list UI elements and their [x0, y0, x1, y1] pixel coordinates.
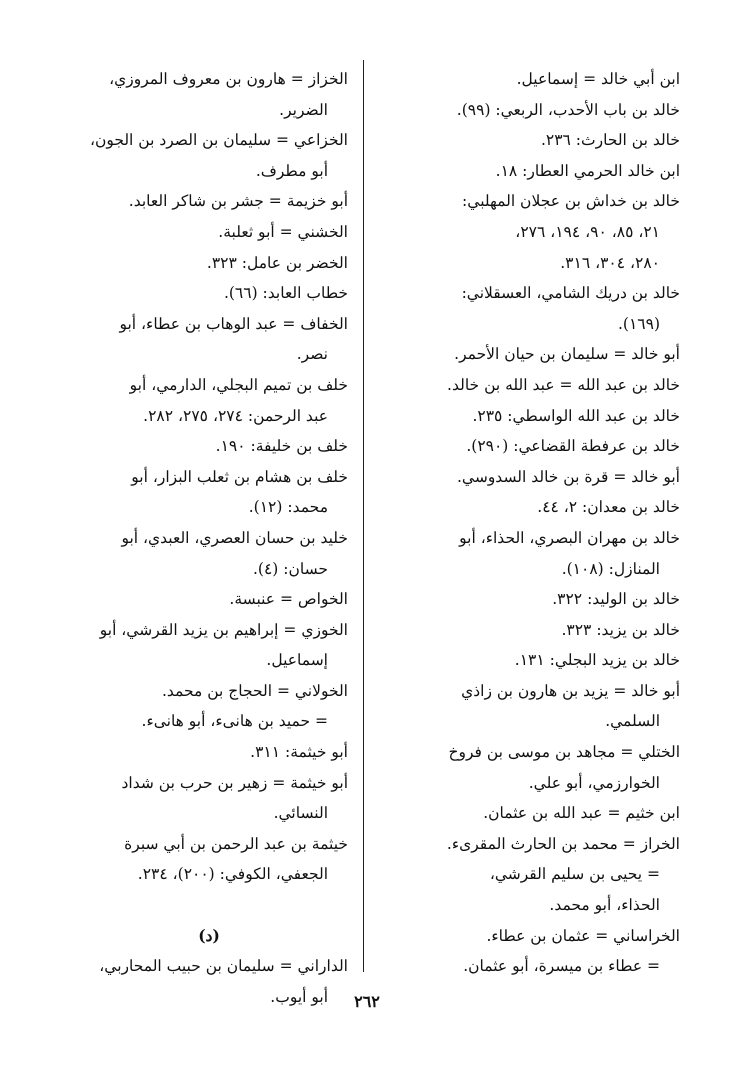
index-entry: أبو خالد = قرة بن خالد السدوسي.: [456, 467, 680, 486]
left-column: [70, 64, 348, 1012]
index-entry: الخفاف = عبد الوهاب بن عطاء، أبو: [119, 314, 348, 333]
index-entry: النسائي.: [273, 804, 328, 823]
index-entry: = يحيى بن سليم القرشي،: [489, 865, 660, 884]
index-entry: خلف بن هشام بن ثعلب البزار، أبو: [131, 467, 348, 486]
index-entry: = حميد بن هانىء، أبو هانىء.: [141, 712, 328, 731]
index-entry: ٢١، ٨٥، ٩٠، ١٩٤، ٢٧٦،: [515, 222, 660, 241]
index-entry: أبو مطرف.: [255, 161, 328, 180]
index-entry: إسماعيل.: [266, 651, 328, 670]
index-entry: الختلي = مجاهد بن موسى بن فروخ: [448, 743, 680, 762]
index-entry: الجعفي، الكوفي: (٢٠٠)، ٢٣٤.: [137, 865, 328, 884]
index-entry: خالد بن خداش بن عجلان المهلبي:: [462, 192, 680, 211]
index-entry: خالد بن عرفطة القضاعي: (٢٩٠).: [466, 437, 680, 456]
index-entry: خلف بن خليفة: ١٩٠.: [215, 437, 348, 456]
page-number: ٢٦٢: [354, 992, 380, 1011]
index-entry: المنازل: (١٠٨).: [561, 559, 660, 578]
index-entry: أبو خزيمة = جشر بن شاكر العابد.: [128, 192, 348, 211]
index-entry: ابن خثيم = عبد الله بن عثمان.: [483, 804, 680, 823]
index-entry: محمد: (١٢).: [248, 498, 328, 517]
index-entry: أبو خالد = يزيد بن هارون بن زاذي: [461, 681, 680, 700]
index-entry: خطاب العابد: (٦٦).: [223, 284, 348, 303]
index-entry: عبد الرحمن: ٢٧٤، ٢٧٥، ٢٨٢.: [143, 406, 328, 425]
index-entry: (١٦٩).: [617, 314, 660, 333]
index-entry: أبو خالد = سليمان بن حيان الأحمر.: [454, 345, 680, 364]
index-entry: ٢٨٠، ٣٠٤، ٣١٦.: [560, 253, 660, 272]
index-entry: خلف بن تميم البجلي، الدارمي، أبو: [129, 375, 348, 394]
index-entry: الخراز = محمد بن الحارث المقرىء.: [446, 834, 680, 853]
index-entry: خالد بن يزيد: ٣٢٣.: [561, 620, 680, 639]
index-entry: الخواص = عنبسة.: [229, 590, 348, 609]
index-entry: الخوارزمي، أبو علي.: [528, 773, 660, 792]
index-entry: خالد بن معدان: ٢، ٤٤.: [537, 498, 680, 517]
index-entry: الخراساني = عثمان بن عطاء.: [486, 926, 680, 945]
index-entry: الخزاز = هارون بن معروف المروزي،: [109, 70, 348, 88]
index-entry: الخشني = أبو ثعلبة.: [218, 222, 348, 241]
index-entry: حسان: (٤).: [252, 559, 328, 578]
index-entry: خالد بن عبد الله الواسطي: ٢٣٥.: [472, 406, 680, 425]
index-entry: خالد بن عبد الله = عبد الله بن خالد.: [447, 375, 680, 394]
index-entry: أبو أيوب.: [270, 987, 328, 1006]
index-entry: الخولاني = الحجاج بن محمد.: [161, 681, 348, 700]
section-heading: (د): [198, 925, 220, 945]
right-column: [374, 64, 680, 982]
index-entry: أبو خيثمة: ٣١١.: [250, 743, 348, 762]
index-entry: الخضر بن عامل: ٣٢٣.: [206, 253, 348, 272]
index-entry: خالد بن مهران البصري، الحذاء، أبو: [459, 528, 680, 547]
index-entry: الخوزي = إبراهيم بن يزيد القرشي، أبو: [99, 620, 348, 639]
index-entry: الضرير.: [279, 100, 328, 119]
index-entry: [70, 890, 348, 921]
column-divider: [363, 60, 364, 972]
index-entry: خالد بن الوليد: ٣٢٢.: [552, 590, 680, 609]
index-entry: خالد بن دريك الشامي، العسقلاني:: [461, 284, 680, 303]
index-entry: الداراني = سليمان بن حبيب المحاربي،: [99, 957, 348, 976]
index-entry: ابن أبي خالد = إسماعيل.: [516, 70, 680, 88]
index-entry: أبو خيثمة = زهير بن حرب بن شداد: [121, 773, 348, 792]
index-entry: خليد بن حسان العصري، العبدي، أبو: [121, 528, 348, 547]
index-entry: خيثمة بن عبد الرحمن بن أبي سبرة: [124, 834, 348, 853]
index-entry: = عطاء بن ميسرة، أبو عثمان.: [463, 957, 660, 976]
index-entry: السلمي.: [605, 712, 660, 731]
index-entry: الحذاء، أبو محمد.: [549, 896, 660, 915]
index-entry: الخزاعي = سليمان بن الصرد بن الجون،: [89, 131, 348, 150]
index-entry: خالد بن الحارث: ٢٣٦.: [540, 131, 680, 150]
index-entry: خالد بن باب الأحدب، الربعي: (٩٩).: [456, 100, 680, 119]
index-entry: نصر.: [296, 345, 328, 364]
index-entry: ابن خالد الحرمي العطار: ١٨.: [495, 161, 680, 180]
index-entry: خالد بن يزيد البجلي: ١٣١.: [514, 651, 680, 670]
